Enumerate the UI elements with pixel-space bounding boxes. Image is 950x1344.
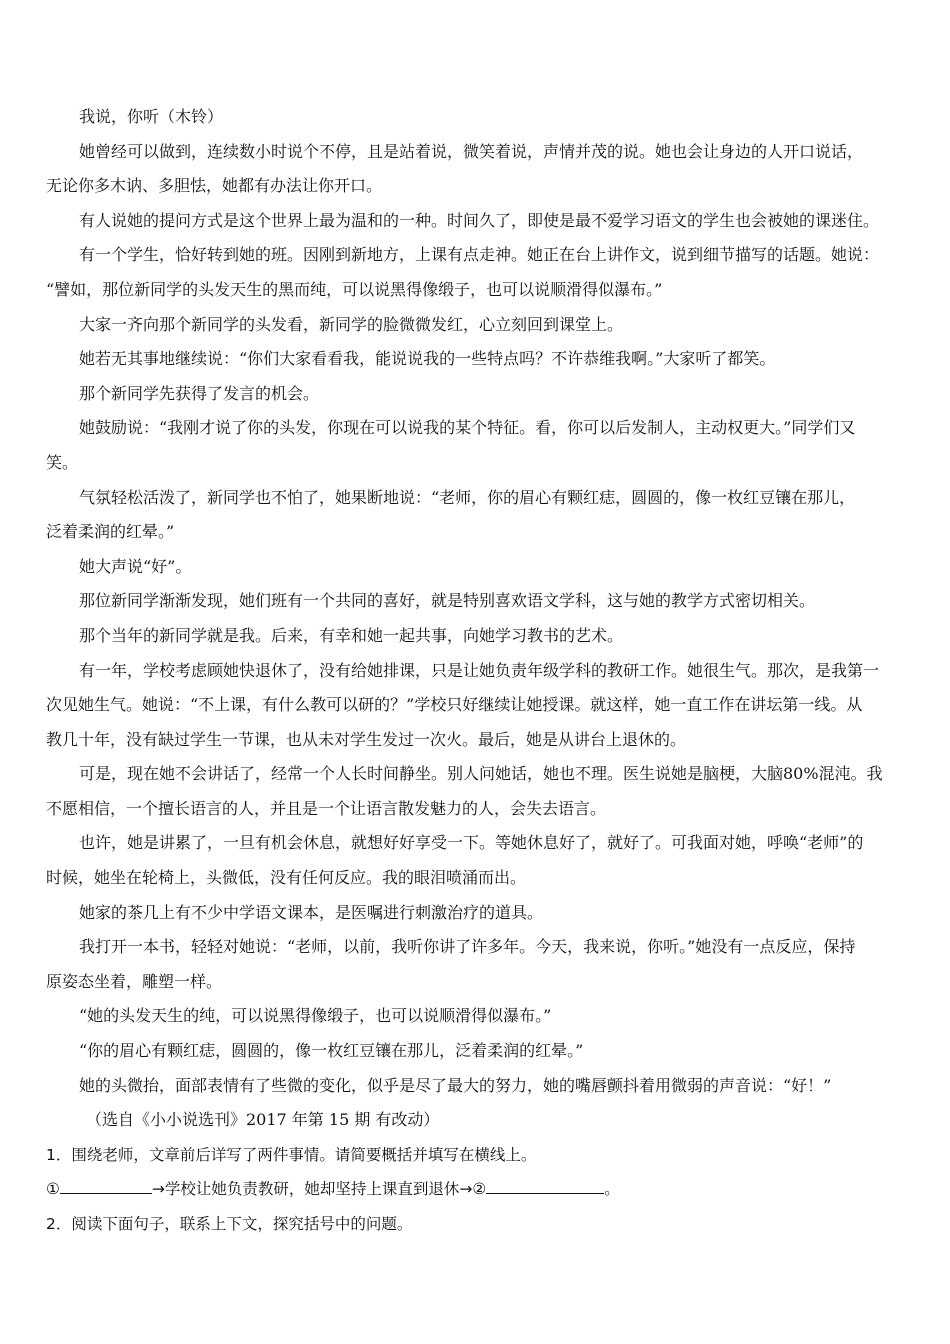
paragraph-6-line-1: 那个新同学先获得了发言的机会。: [79, 383, 320, 403]
paragraph-3-line-2: “譬如，那位新同学的头发天生的黑而纯，可以说黑得像缎子，也可以说顺滑得似瀑布。”: [46, 279, 663, 299]
paragraph-9-line-1: 她大声说“好”。: [79, 556, 192, 576]
paragraph-14-line-2: 时候，她坐在轮椅上，头微低，没有任何反应。我的眼泪喷涌而出。: [46, 868, 527, 888]
paragraph-14-line-1: 也许，她是讲累了，一旦有机会休息，就想好好享受一下。等她休息好了，就好了。可我面对她，呼唤“老师”的: [79, 833, 864, 853]
paragraph-13-line-1: 可是，现在她不会讲话了，经常一个人长时间静坐。别人问她话，她也不理。医生说她是脑梗，大脑80%混沌。我: [79, 764, 883, 784]
paragraph-16-line-2: 原姿态坐着，雕塑一样。: [46, 971, 223, 991]
question-1-fill-line: [46, 1172, 908, 1207]
paragraph-10-line-1: 那位新同学渐渐发现，她们班有一个共同的喜好，就是特别喜欢语文学科，这与她的教学方式密切相关。: [79, 591, 816, 611]
source-note: （选自《小小说选刊》2017 年第 15 期 有改动）: [86, 1110, 440, 1130]
paragraph-13-line-2: 不愿相信，一个擅长语言的人，并且是一个让语言散发魅力的人，会失去语言。: [46, 798, 607, 818]
paragraph-11-line-1: 那个当年的新同学就是我。后来，有幸和她一起共事，向她学习教书的艺术。: [79, 625, 624, 645]
paragraph-12-line-1: 有一年，学校考虑顾她快退休了，没有给她排课，只是让她负责年级学科的教研工作。她很生气。那次，是我第一: [79, 660, 880, 680]
document-page: [46, 100, 908, 1242]
paragraph-4-line-1: 大家一齐向那个新同学的头发看，新同学的脸微微发红，心立刻回到课堂上。: [79, 314, 624, 334]
fill-end-text: 。: [604, 1180, 620, 1199]
paragraph-2-line-1: 有人说她的提问方式是这个世界上最为温和的一种。时间久了，即使是最不爱学习语文的学生也会被她的课迷住。: [79, 210, 880, 230]
answer-blank-1[interactable]: [60, 1179, 152, 1194]
paragraph-7-line-2: 笑。: [46, 452, 79, 472]
fill-middle-text: →学校让她负责教研，她却坚持上课直到退休→: [151, 1180, 473, 1199]
paragraph-1-line-2: 无论你多木讷、多胆怯，她都有办法让你开口。: [46, 176, 383, 196]
paragraph-12-line-3: 教几十年，没有缺过学生一节课，也从未对学生发过一次火。最后，她是从讲台上退休的。: [46, 729, 687, 749]
paragraph-5-line-1: 她若无其事地继续说：“你们大家看看我，能说说我的一些特点吗？不许恭维我啊。”大家听了都笑。: [79, 349, 776, 369]
paragraph-12-line-2: 次见她生气。她说：“不上课，有什么教可以研的？”学校只好继续让她授课。就这样，她一直工作在讲坛第一线。从: [46, 695, 863, 715]
paragraph-17-line-1: “她的头发天生的纯，可以说黑得像缎子，也可以说顺滑得似瀑布。”: [79, 1006, 552, 1026]
paragraph-19-line-1: 她的头微抬，面部表情有了些微的变化，似乎是尽了最大的努力，她的嘴唇颤抖着用微弱的声音说：“好！”: [79, 1075, 832, 1095]
question-2: 2．阅读下面句子，联系上下文，探究括号中的问题。: [46, 1215, 413, 1233]
paragraph-15-line-1: 她家的茶几上有不少中学语文课本，是医嘱进行刺激治疗的道具。: [79, 902, 544, 922]
paragraph-8-line-2: 泛着柔润的红晕。”: [46, 522, 175, 542]
paragraph-8-line-1: 气氛轻松活泼了，新同学也不怕了，她果断地说：“老师，你的眉心有颗红痣，圆圆的，像一枚红豆镶在那儿，: [79, 487, 856, 507]
circle-number-1: ①: [46, 1180, 60, 1199]
article-body: [46, 135, 908, 1104]
answer-blank-2[interactable]: [486, 1179, 604, 1194]
question-1: 1．围绕老师，文章前后详写了两件事情。请简要概括并填写在横线上。: [46, 1145, 537, 1164]
article-title: 我说，你听（木铃）: [79, 107, 224, 126]
paragraph-3-line-1: 有一个学生，恰好转到她的班。因刚到新地方，上课有点走神。她正在台上讲作文，说到细节描写的话题。她说：: [79, 245, 880, 265]
paragraph-16-line-1: 我打开一本书，轻轻对她说：“老师，以前，我听你讲了许多年。今天，我来说，你听。”她没有一点反应，保持: [79, 937, 856, 957]
circle-number-2: ②: [472, 1180, 487, 1199]
paragraph-18-line-1: “你的眉心有颗红痣，圆圆的，像一枚红豆镶在那儿，泛着柔润的红晕。”: [79, 1041, 584, 1061]
paragraph-1-line-1: 她曾经可以做到，连续数小时说个不停，且是站着说，微笑着说，声情并茂的说。她也会让身边的人开口说话，: [79, 141, 864, 161]
paragraph-7-line-1: 她鼓励说：“我刚才说了你的头发，你现在可以说我的某个特征。看，你可以后发制人，主动权更大。”同学们又: [79, 418, 856, 438]
